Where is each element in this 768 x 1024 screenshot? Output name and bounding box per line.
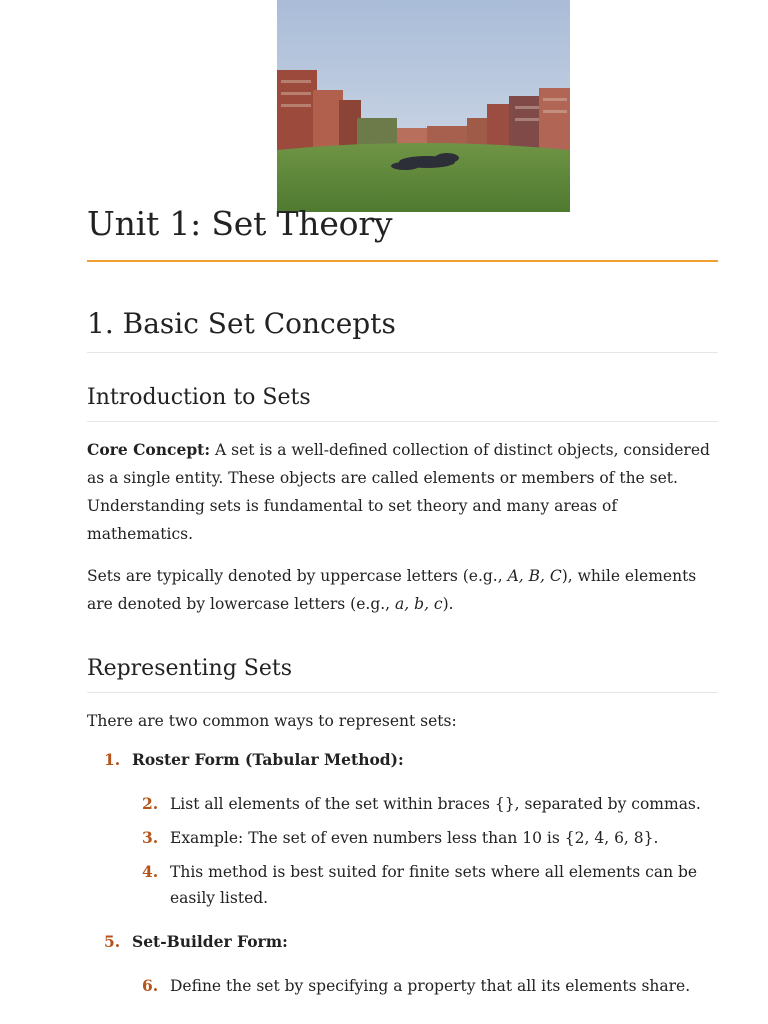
section-title: 1. Basic Set Concepts xyxy=(87,306,718,353)
list-item xyxy=(87,859,718,911)
list-item-text: Set-Builder Form: xyxy=(132,932,288,951)
list-number: 2. xyxy=(142,794,159,813)
representation-list xyxy=(87,747,718,999)
intro-heading: Introduction to Sets xyxy=(87,383,718,422)
list-item-text: Example: The set of even numbers less than 10 is {2, 4, 6, 8}. xyxy=(170,829,659,847)
main-content xyxy=(87,200,718,999)
core-concept-label: Core Concept: xyxy=(87,440,211,459)
representing-heading: Representing Sets xyxy=(87,654,718,693)
core-concept-text: A set is a well-defined collection of distinct objects, considered as a single entity. These objects are called elements or members of the set. Understanding sets is fundamental to set theory and many areas of mathematics. xyxy=(87,441,710,543)
representing-lead: There are two common ways to represent sets: xyxy=(87,712,457,730)
campus-photo xyxy=(277,0,570,212)
core-concept-paragraph xyxy=(87,436,718,548)
list-number: 3. xyxy=(142,828,159,847)
notation-paragraph xyxy=(87,562,718,618)
uppercase-example: A, B, C xyxy=(507,567,562,585)
list-item xyxy=(87,825,718,851)
lowercase-example: a, b, c xyxy=(395,595,443,613)
list-number: 1. xyxy=(104,750,121,769)
list-number: 5. xyxy=(104,932,121,951)
list-item xyxy=(87,791,718,817)
notation-text-2: ), while elements are denoted by lowercase letters (e.g., xyxy=(87,567,697,613)
list-item-text: This method is best suited for finite sets where all elements can be easily listed. xyxy=(170,863,698,907)
notation-text-3: ). xyxy=(442,595,454,613)
list-number: 6. xyxy=(142,976,159,995)
list-item-text: List all elements of the set within braces {}, separated by commas. xyxy=(170,795,701,813)
list-number: 4. xyxy=(142,862,159,881)
notation-text-1: Sets are typically denoted by uppercase letters (e.g., xyxy=(87,567,508,585)
list-item xyxy=(87,973,718,999)
list-item xyxy=(87,929,718,955)
list-item xyxy=(87,747,718,773)
page-title: Unit 1: Set Theory xyxy=(87,204,718,262)
list-item-text: Roster Form (Tabular Method): xyxy=(132,750,404,769)
list-item-text: Define the set by specifying a property that all its elements share. xyxy=(170,977,691,995)
